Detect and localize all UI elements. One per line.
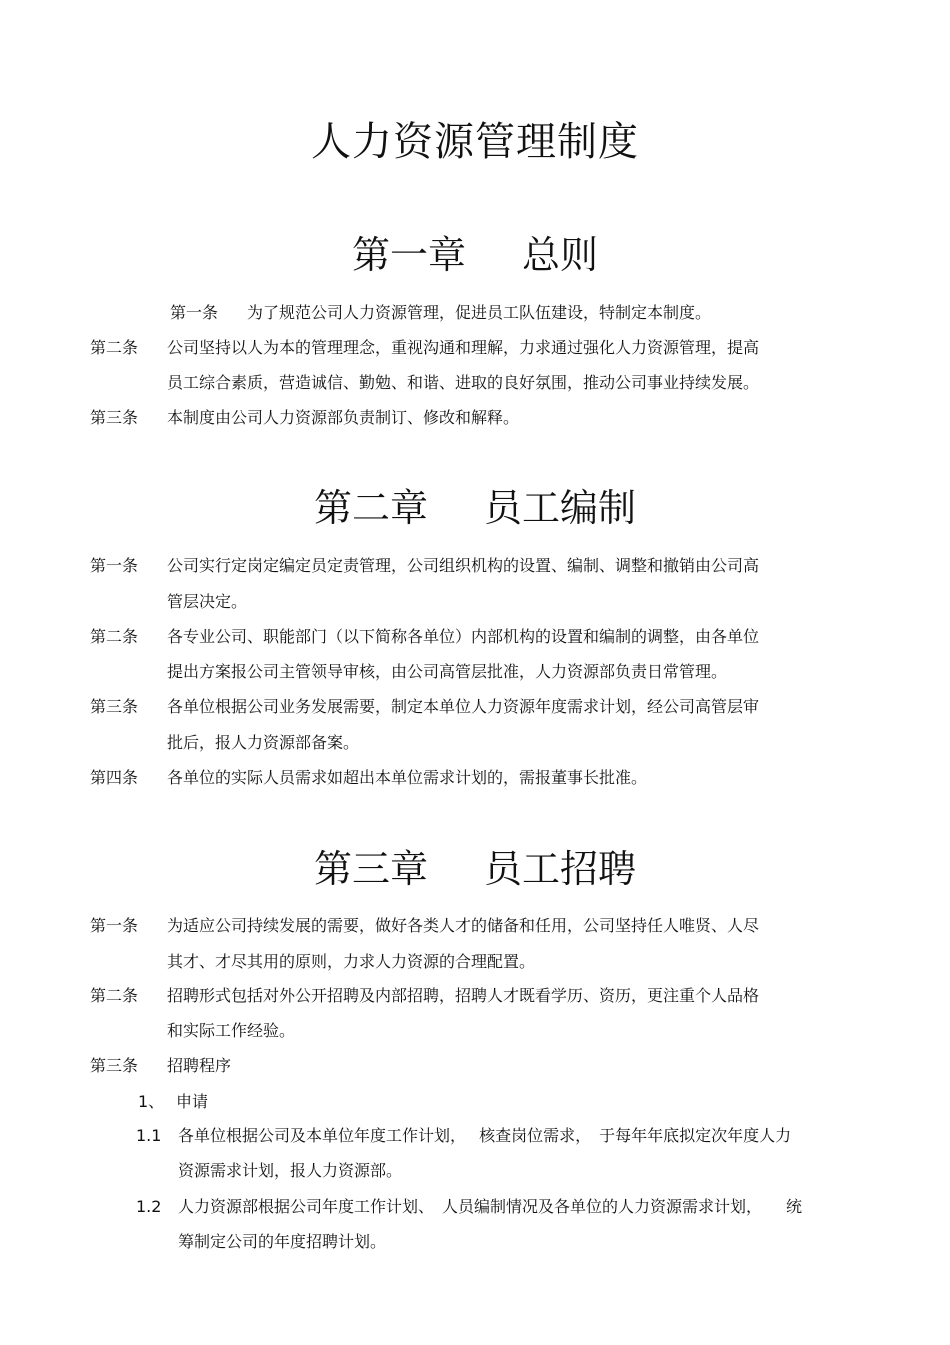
article-text: 员工综合素质，营造诚信、勤勉、和谐、进取的良好氛围，推动公司事业持续发展。 (167, 373, 760, 392)
step-text: 人力资源部根据公司年度工作计划、 人员编制情况及各单位的人力资源需求计划， 统 (178, 1197, 803, 1216)
article-label: 第二条 (90, 986, 139, 1005)
article-text: 各专业公司、职能部门（以下简称各单位）内部机构的设置和编制的调整，由各单位 (167, 627, 760, 646)
chapter-3-name: 员工招聘 (484, 847, 637, 891)
step-number: 1.2 (136, 1197, 162, 1216)
article-text: 各单位根据公司业务发展需要，制定本单位人力资源年度需求计划，经公司高管层审 (167, 697, 760, 716)
chapter-2-name: 员工编制 (484, 486, 637, 530)
article-text: 各单位的实际人员需求如超出本单位需求计划的，需报董事长批准。 (167, 768, 648, 787)
article-label: 第四条 (90, 768, 139, 787)
article-text: 和实际工作经验。 (167, 1021, 296, 1040)
article-label: 第三条 (90, 408, 139, 427)
article-label: 第二条 (90, 627, 139, 646)
article-text: 批后，报人力资源部备案。 (167, 733, 360, 752)
article-text: 其才、才尽其用的原则，力求人力资源的合理配置。 (167, 952, 536, 971)
article-text: 提出方案报公司主管领导审核，由公司高管层批准，人力资源部负责日常管理。 (167, 662, 728, 681)
document-title: 人力资源管理制度 (311, 119, 639, 165)
step-text: 申请 (176, 1092, 209, 1111)
article-text: 公司坚持以人为本的管理理念，重视沟通和理解，力求通过强化人力资源管理，提高 (167, 338, 760, 357)
step-text: 各单位根据公司及本单位年度工作计划， 核查岗位需求， 于每年年底拟定次年度人力 (178, 1126, 792, 1145)
article-text: 公司实行定岗定编定员定责管理，公司组织机构的设置、编制、调整和撤销由公司高 (167, 556, 760, 575)
article-text: 为了规范公司人力资源管理，促进员工队伍建设，特制定本制度。 (247, 303, 712, 322)
chapter-3-number: 第三章 (313, 847, 428, 891)
article-label: 第三条 (90, 1056, 139, 1075)
article-text: 为适应公司持续发展的需要，做好各类人才的储备和任用，公司坚持任人唯贤、人尽 (167, 916, 760, 935)
article-text: 本制度由公司人力资源部负责制订、修改和解释。 (167, 408, 520, 427)
article-label: 第三条 (90, 697, 139, 716)
article-text: 招聘形式包括对外公开招聘及内部招聘，招聘人才既看学历、资历，更注重个人品格 (167, 986, 760, 1005)
step-number: 1、 (138, 1092, 165, 1111)
article-label: 第一条 (90, 556, 139, 575)
chapter-3-heading (0, 846, 950, 892)
step-text: 资源需求计划，报人力资源部。 (178, 1161, 403, 1180)
chapter-2-heading (0, 485, 950, 531)
article-text: 管层决定。 (167, 592, 248, 611)
article-text: 招聘程序 (167, 1056, 232, 1075)
step-text: 筹制定公司的年度招聘计划。 (178, 1232, 387, 1251)
chapter-1-number: 第一章 (351, 233, 466, 277)
chapter-1-heading (0, 232, 950, 278)
step-number: 1.1 (136, 1126, 162, 1145)
chapter-1-name: 总则 (522, 233, 599, 277)
article-label: 第一条 (90, 916, 139, 935)
chapter-2-number: 第二章 (313, 486, 428, 530)
article-label: 第二条 (90, 338, 139, 357)
article-label: 第一条 (170, 303, 219, 322)
